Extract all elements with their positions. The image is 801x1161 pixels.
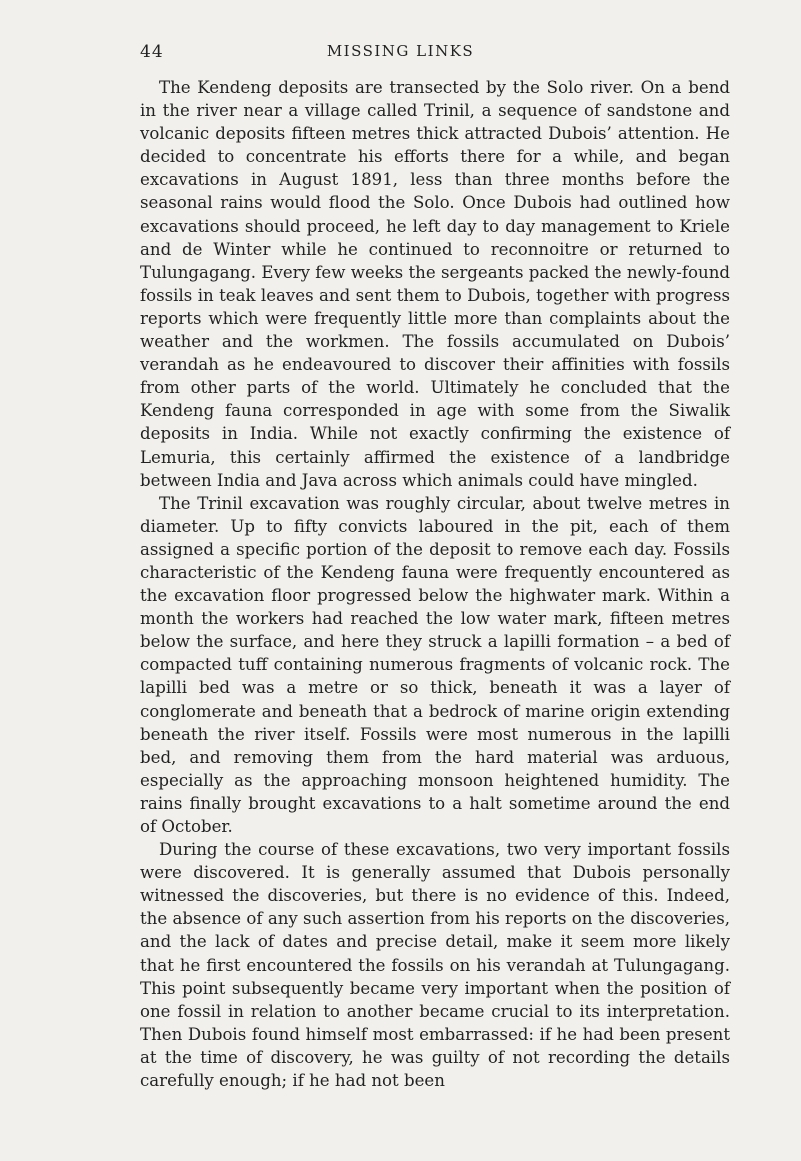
book-title: MISSING LINKS bbox=[326, 42, 475, 60]
body-text bbox=[140, 76, 730, 1092]
running-head bbox=[140, 42, 661, 66]
paragraph-trinil-site: The Kendeng deposits are transected by the Solo river. On a bend in the river near a village called Trinil, a sequence of sandstone and volcanic deposits fifteen metres thick attracted Dubois’ attention. He decided to concentrate his efforts there for a while, and began excavations in August 1891, less than three months before the seasonal rains would flood the Solo. Once Dubois had outlined how excavations should proceed, he left day to day management to Kriele and de Winter while he continued to reconnoitre or returned to Tulungagang. Every few weeks the sergeants packed the newly-found fossils in teak leaves and sent them to Dubois, together with progress reports which were frequently little more than complaints about the weather and the workmen. The fossils accumulated on Dubois’ verandah as he endeavoured to discover their affinities with fossils from other parts of the world. Ultimately he concluded that the Kendeng fauna corresponded in age with some from the Siwalik deposits in India. While not exactly confirming the existence of Lemuria, this certainly affirmed the existence of a landbridge between India and Java across which animals could have mingled. bbox=[140, 78, 730, 490]
paragraph-excavation: The Trinil excavation was roughly circular, about twelve metres in diameter. Up to fifty convicts laboured in the pit, each of them assigned a specific portion of the deposit to remove each day. Fossils characteristic of the Kendeng fauna were frequently encountered as the excavation floor progressed below the highwater mark. Within a month the workers had reached the low water mark, fifteen metres below the surface, and here they struck a lapilli formation – a bed of compacted tuff containing numerous fragments of volcanic rock. The lapilli bed was a metre or so thick, beneath it was a layer of conglomerate and beneath that a bedrock of marine origin extending beneath the river itself. Fossils were most numerous in the lapilli bed, and removing them from the hard material was arduous, especially as the approaching monsoon heightened humidity. The rains finally brought excavations to a halt sometime around the end of October. bbox=[140, 493, 730, 836]
page-number: 44 bbox=[140, 42, 164, 62]
paragraph-discoveries: During the course of these excavations, two very important fossils were discovered. It is generally assumed that Dubois personally witnessed the discoveries, but there is no evidence of this. Indeed, the absence of any such assertion from his reports on the discoveries, and the lack of dates and precise detail, make it seem more likely that he first encountered the fossils on his verandah at Tulungagang. This point subsequently became very important when the position of one fossil in relation to another became crucial to its interpretation. Then Dubois found himself most embarrassed: if he had been present at the time of discovery, he was guilty of not recording the details carefully enough; if he had not been bbox=[140, 840, 730, 1091]
